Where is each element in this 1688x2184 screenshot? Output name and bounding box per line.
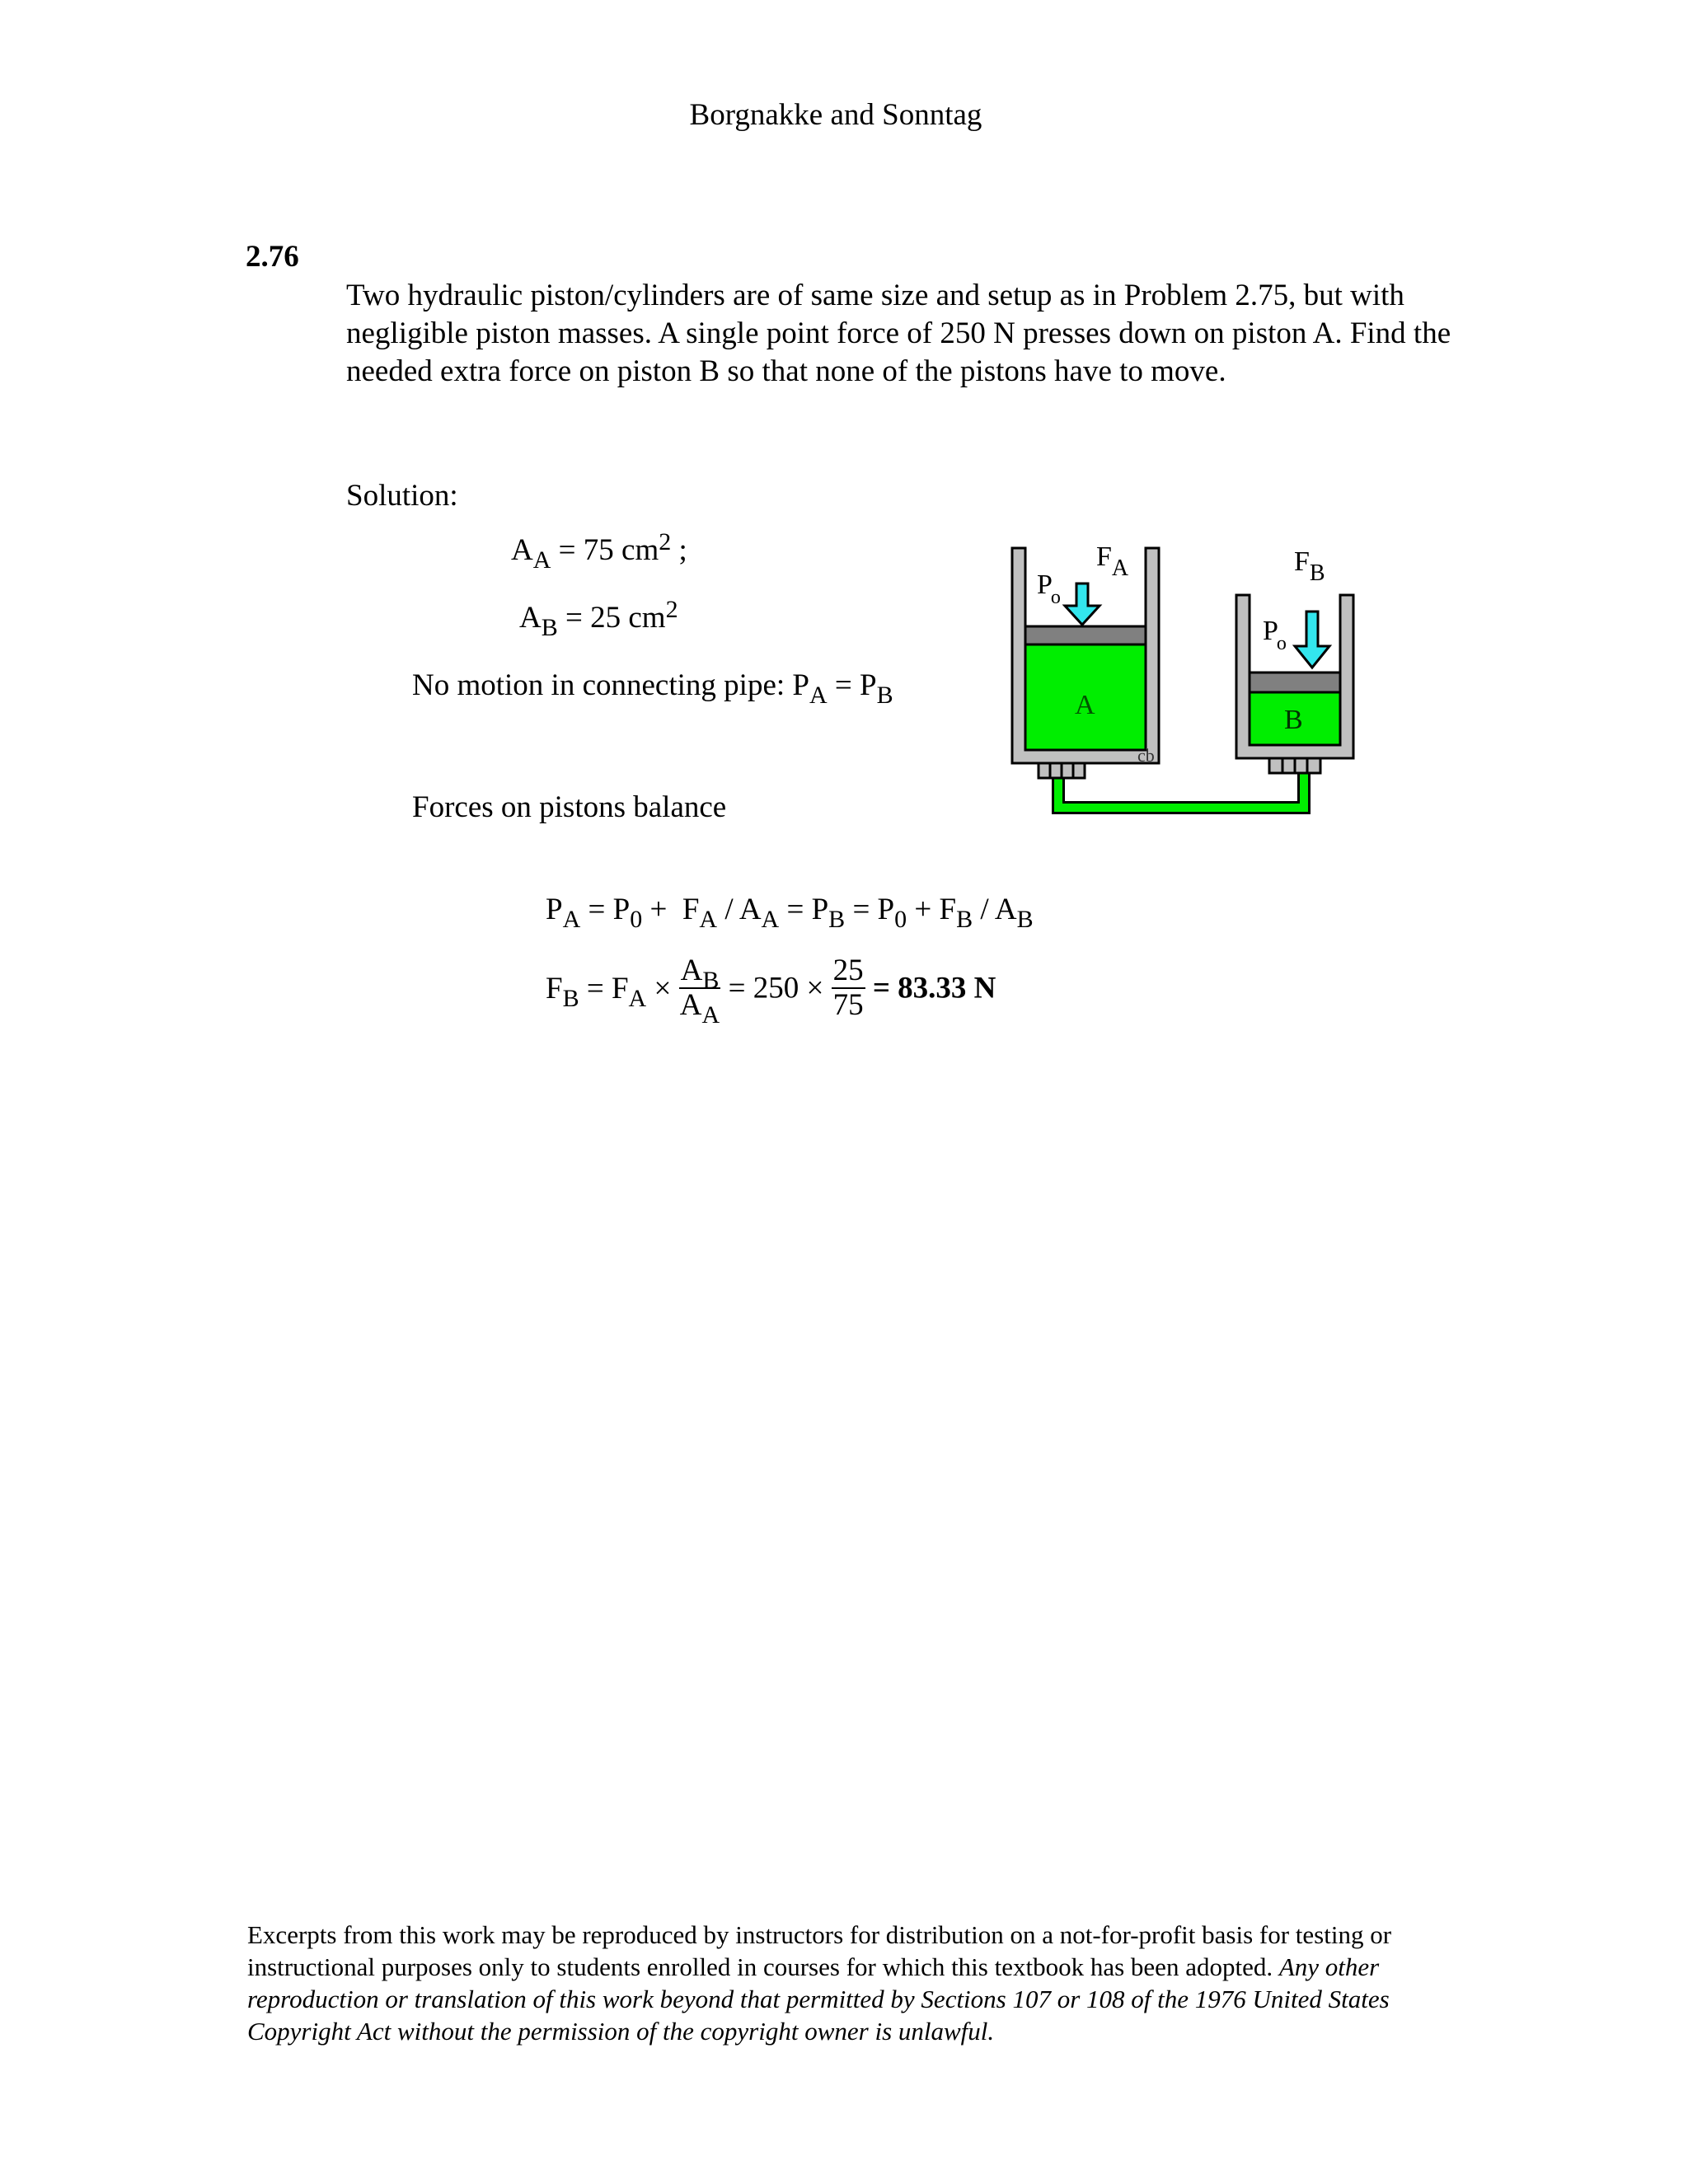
area-a-subscript: A <box>532 546 551 574</box>
piston-b <box>1250 673 1340 692</box>
connecting-pipe-fluid <box>1058 758 1304 808</box>
force-b-equation: $F_B = F_A$ × $\frac{A_B}{A_A}$ = 250 × $\frac{25}{75}$ = 83.33 N <box>546 954 996 1029</box>
label-po-a: Po <box>1037 569 1061 608</box>
result-value: = 83.33 N <box>872 971 996 1005</box>
problem-number: 2.76 <box>246 240 299 274</box>
label-fb: $F_B$ <box>1294 546 1325 586</box>
no-motion-sub-b: B <box>876 682 893 709</box>
area-b-symbol: A <box>519 601 542 635</box>
area-b-equation <box>519 596 678 641</box>
pressure-balance-equation: $P_A = P_0 + F_A / A_A = P_B = P_0 + F_B / A_B$ <box>546 893 1034 933</box>
label-cylinder-a: A <box>1075 690 1095 720</box>
area-a-tail: ; <box>671 533 687 567</box>
forces-balance-statement: Forces on pistons balance <box>412 790 727 824</box>
no-motion-sub-a: A <box>809 682 828 709</box>
problem-statement: Two hydraulic piston/cylinders are of same size and setup as in Problem 2.75, but with negligible piston masses. A single point force of 250 N presses down on piston A. Find the needed extra force on piston B so that none of the pistons have to move. <box>346 279 1451 388</box>
label-cb: cb <box>1137 745 1155 766</box>
area-b-exponent: 2 <box>665 596 678 623</box>
area-a-exponent: 2 <box>659 528 672 555</box>
fraction-denominator: 75 <box>832 988 864 1022</box>
hydraulic-piston-diagram <box>997 536 1376 816</box>
no-motion-statement <box>412 668 893 709</box>
page-header: Borgnakke and Sonntag <box>689 98 982 132</box>
fraction-numerator: 25 <box>832 954 864 987</box>
label-fa: $F_A$ <box>1096 541 1129 581</box>
force-a-arrow-icon <box>1065 583 1100 625</box>
no-motion-equals: = P <box>827 668 877 702</box>
multiply-250: = 250 × <box>728 971 824 1005</box>
label-po-b: Po <box>1263 616 1287 654</box>
solution-heading: Solution: <box>346 479 458 513</box>
footer-normal-text: Excerpts from this work may be reproduced by instructors for distribution on a not-for-profit basis for testing or instructional purposes only to students enrolled in courses for which this textbook has been adopted. <box>247 1920 1392 1981</box>
area-b-value: = 25 cm <box>557 601 666 635</box>
numeric-fraction <box>832 954 865 1022</box>
connecting-pipe-outline <box>1058 758 1304 808</box>
footer-italic-text: Any other reproduction or translation of this work beyond that permitted by Sections 107 or 108 of the 1976 United States Copyright Act without the permission of the copyright owner is unlawful. <box>247 1952 1390 2046</box>
area-b-subscript: B <box>541 614 558 641</box>
no-motion-text: No motion in connecting pipe: P <box>412 668 809 702</box>
piston-a <box>1025 626 1146 644</box>
force-b-arrow-icon <box>1295 612 1329 668</box>
area-a-value: = 75 cm <box>551 533 659 567</box>
label-cylinder-b: B <box>1284 705 1303 735</box>
copyright-footer <box>247 1919 1451 2047</box>
area-ratio-fraction: $\frac{A_B}{A_A}$ <box>679 954 720 1029</box>
area-a-symbol: A <box>511 533 533 567</box>
area-a-equation <box>511 528 687 574</box>
